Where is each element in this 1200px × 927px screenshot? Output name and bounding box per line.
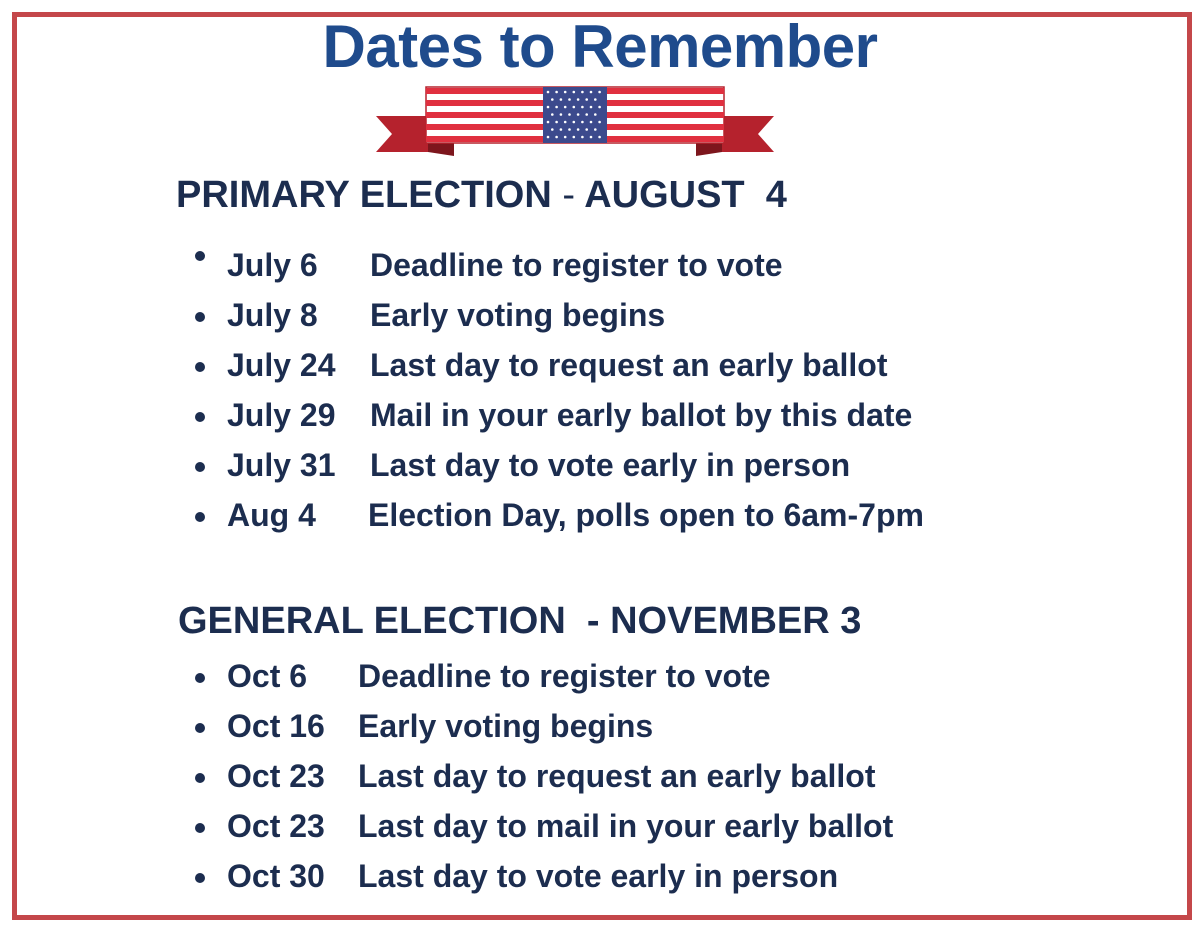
bullet-icon (195, 362, 205, 372)
item-text: Last day to vote early in person (358, 858, 839, 894)
item-date: July 6 (227, 247, 318, 283)
item-date: Oct 30 (227, 858, 325, 894)
bullet-icon (195, 723, 205, 733)
primary-election-heading (176, 174, 787, 217)
primary-heading-dash: - (562, 174, 576, 216)
item-date: July 24 (227, 347, 336, 383)
item-text: Last day to vote early in person (370, 447, 851, 483)
list-item (0, 808, 1100, 848)
primary-heading-date: AUGUST 4 (584, 174, 787, 216)
list-item (0, 658, 1100, 698)
item-text: Mail in your early ballot by this date (370, 397, 913, 433)
bullet-icon (195, 251, 205, 261)
list-item (0, 297, 1100, 337)
bullet-icon (195, 873, 205, 883)
list-item (0, 397, 1100, 437)
bullet-icon (195, 673, 205, 683)
american-flag-banner-icon (376, 86, 774, 158)
list-item (0, 758, 1100, 798)
item-text: Last day to mail in your early ballot (358, 808, 894, 844)
bullet-icon (195, 823, 205, 833)
item-date: July 29 (227, 397, 336, 433)
item-date: July 8 (227, 297, 318, 333)
item-text: Early voting begins (358, 708, 654, 744)
bullet-icon (195, 312, 205, 322)
list-item (0, 247, 1100, 287)
item-text: Last day to request an early ballot (370, 347, 888, 383)
list-item (0, 708, 1100, 748)
primary-heading-label: PRIMARY ELECTION (176, 174, 552, 216)
general-election-heading: GENERAL ELECTION - NOVEMBER 3 (178, 600, 862, 642)
item-date: Oct 16 (227, 708, 325, 744)
list-item (0, 497, 1100, 537)
item-text: Last day to request an early ballot (358, 758, 876, 794)
item-text: Early voting begins (370, 297, 666, 333)
list-item (0, 447, 1100, 487)
bullet-icon (195, 773, 205, 783)
item-date: Oct 23 (227, 808, 325, 844)
item-date: July 31 (227, 447, 336, 483)
item-date: Aug 4 (227, 497, 316, 533)
item-text: Deadline to register to vote (358, 658, 771, 694)
item-text: Deadline to register to vote (370, 247, 783, 283)
page-title: Dates to Remember (322, 13, 878, 80)
item-date: Oct 6 (227, 658, 308, 694)
bullet-icon (195, 412, 205, 422)
bullet-icon (195, 462, 205, 472)
item-date: Oct 23 (227, 758, 325, 794)
item-text: Election Day, polls open to 6am-7pm (368, 497, 924, 533)
bullet-icon (195, 512, 205, 522)
list-item (0, 347, 1100, 387)
list-item (0, 858, 1100, 898)
